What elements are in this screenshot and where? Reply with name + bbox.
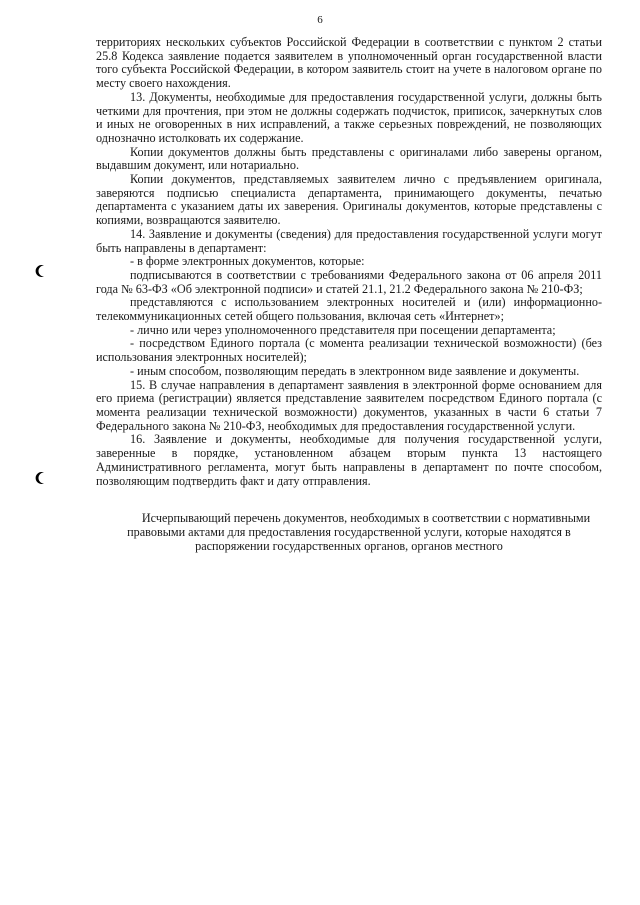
list-item-electronic-form: - в форме электронных документов, которые: (130, 254, 365, 269)
page-number: 6 (317, 14, 323, 26)
list-subitem-signed: подписываются в соответствии с требованиями Федерального закона от 06 апреля 2011 года № 63-ФЗ «Об электронной подписи» и статей 21.1, 21.2 Федерального закона № 210-ФЗ; (96, 267, 602, 296)
paragraph-item-14: 14. Заявление и документы (сведения) для предоставления государственной услуги могут быть направлены в департамент: (96, 226, 602, 255)
paragraph-item-16: 16. Заявление и документы, необходимые для получения государственной услуги, заверенные в порядке, установленном абзацем вторым пункта 13 настоящего Административного регламента, могут быть направлены в департамент по почте способом, позволяющим подтвердить факт и дату отправления. (96, 432, 602, 488)
list-item-unified-portal: - посредством Единого портала (с момента реализации технической возможности) (без использования электронных носителей); (96, 336, 602, 365)
paragraph-copies-certification: Копии документов, представляемых заявителем лично с предъявлением оригинала, заверяются подписью специалиста департамента, принимающего документы, печатью департамента с указанием даты их заверения. Оригиналы документов, которые представлены с копиями, возвращаются заявителю. (96, 172, 602, 228)
paragraph-copies-originals: Копии документов должны быть представлены с оригиналами либо заверены органом, выдавшим документ, или нотариально. (96, 144, 602, 173)
section-heading: Исчерпывающий перечень документов, необходимых в соответствии с нормативными правовыми актами для предоставления государственной услуги, которые находятся в распоряжении государственных органов, органов местного (127, 511, 591, 553)
paragraph-item-13: 13. Документы, необходимые для предоставления государственной услуги, должны быть четкими для прочтения, при этом не должны содержать подчисток, приписок, зачеркнутых слов и иных не оговоренных в них исправлений, а также серьезных повреждений, не позволяющих однозначно истолковать их содержание. (96, 89, 602, 145)
list-subitem-submitted: представляются с использованием электронных носителей и (или) информационно-телекоммуникационных сетей общего пользования, включая сеть «Интернет»; (96, 295, 602, 324)
binding-hole-mark-bottom (34, 471, 48, 485)
paragraph-item-15: 15. В случае направления в департамент заявления в электронной форме основанием для его приема (регистрации) является представление заявителем посредством Единого портала (с момента реализации технической возможности) документов, указанных в части 6 статьи 7 Федерального закона № 210-ФЗ, необходимых для предоставления государственной услуги. (96, 377, 602, 433)
binding-hole-mark-top (34, 264, 48, 278)
list-item-other-method: - иным способом, позволяющим передать в электронном виде заявление и документы. (130, 363, 580, 378)
list-item-in-person: - лично или через уполномоченного представителя при посещении департамента; (130, 322, 556, 337)
document-body (96, 36, 602, 553)
paragraph-continuation: территориях нескольких субъектов Российской Федерации в соответствии с пунктом 2 статьи 25.8 Кодекса заявление подается заявителем в уполномоченный орган государственной власти того субъекта Российской Федерации, в котором заявитель стоит на учете в налоговом органе по месту своего нахождения. (96, 35, 602, 91)
